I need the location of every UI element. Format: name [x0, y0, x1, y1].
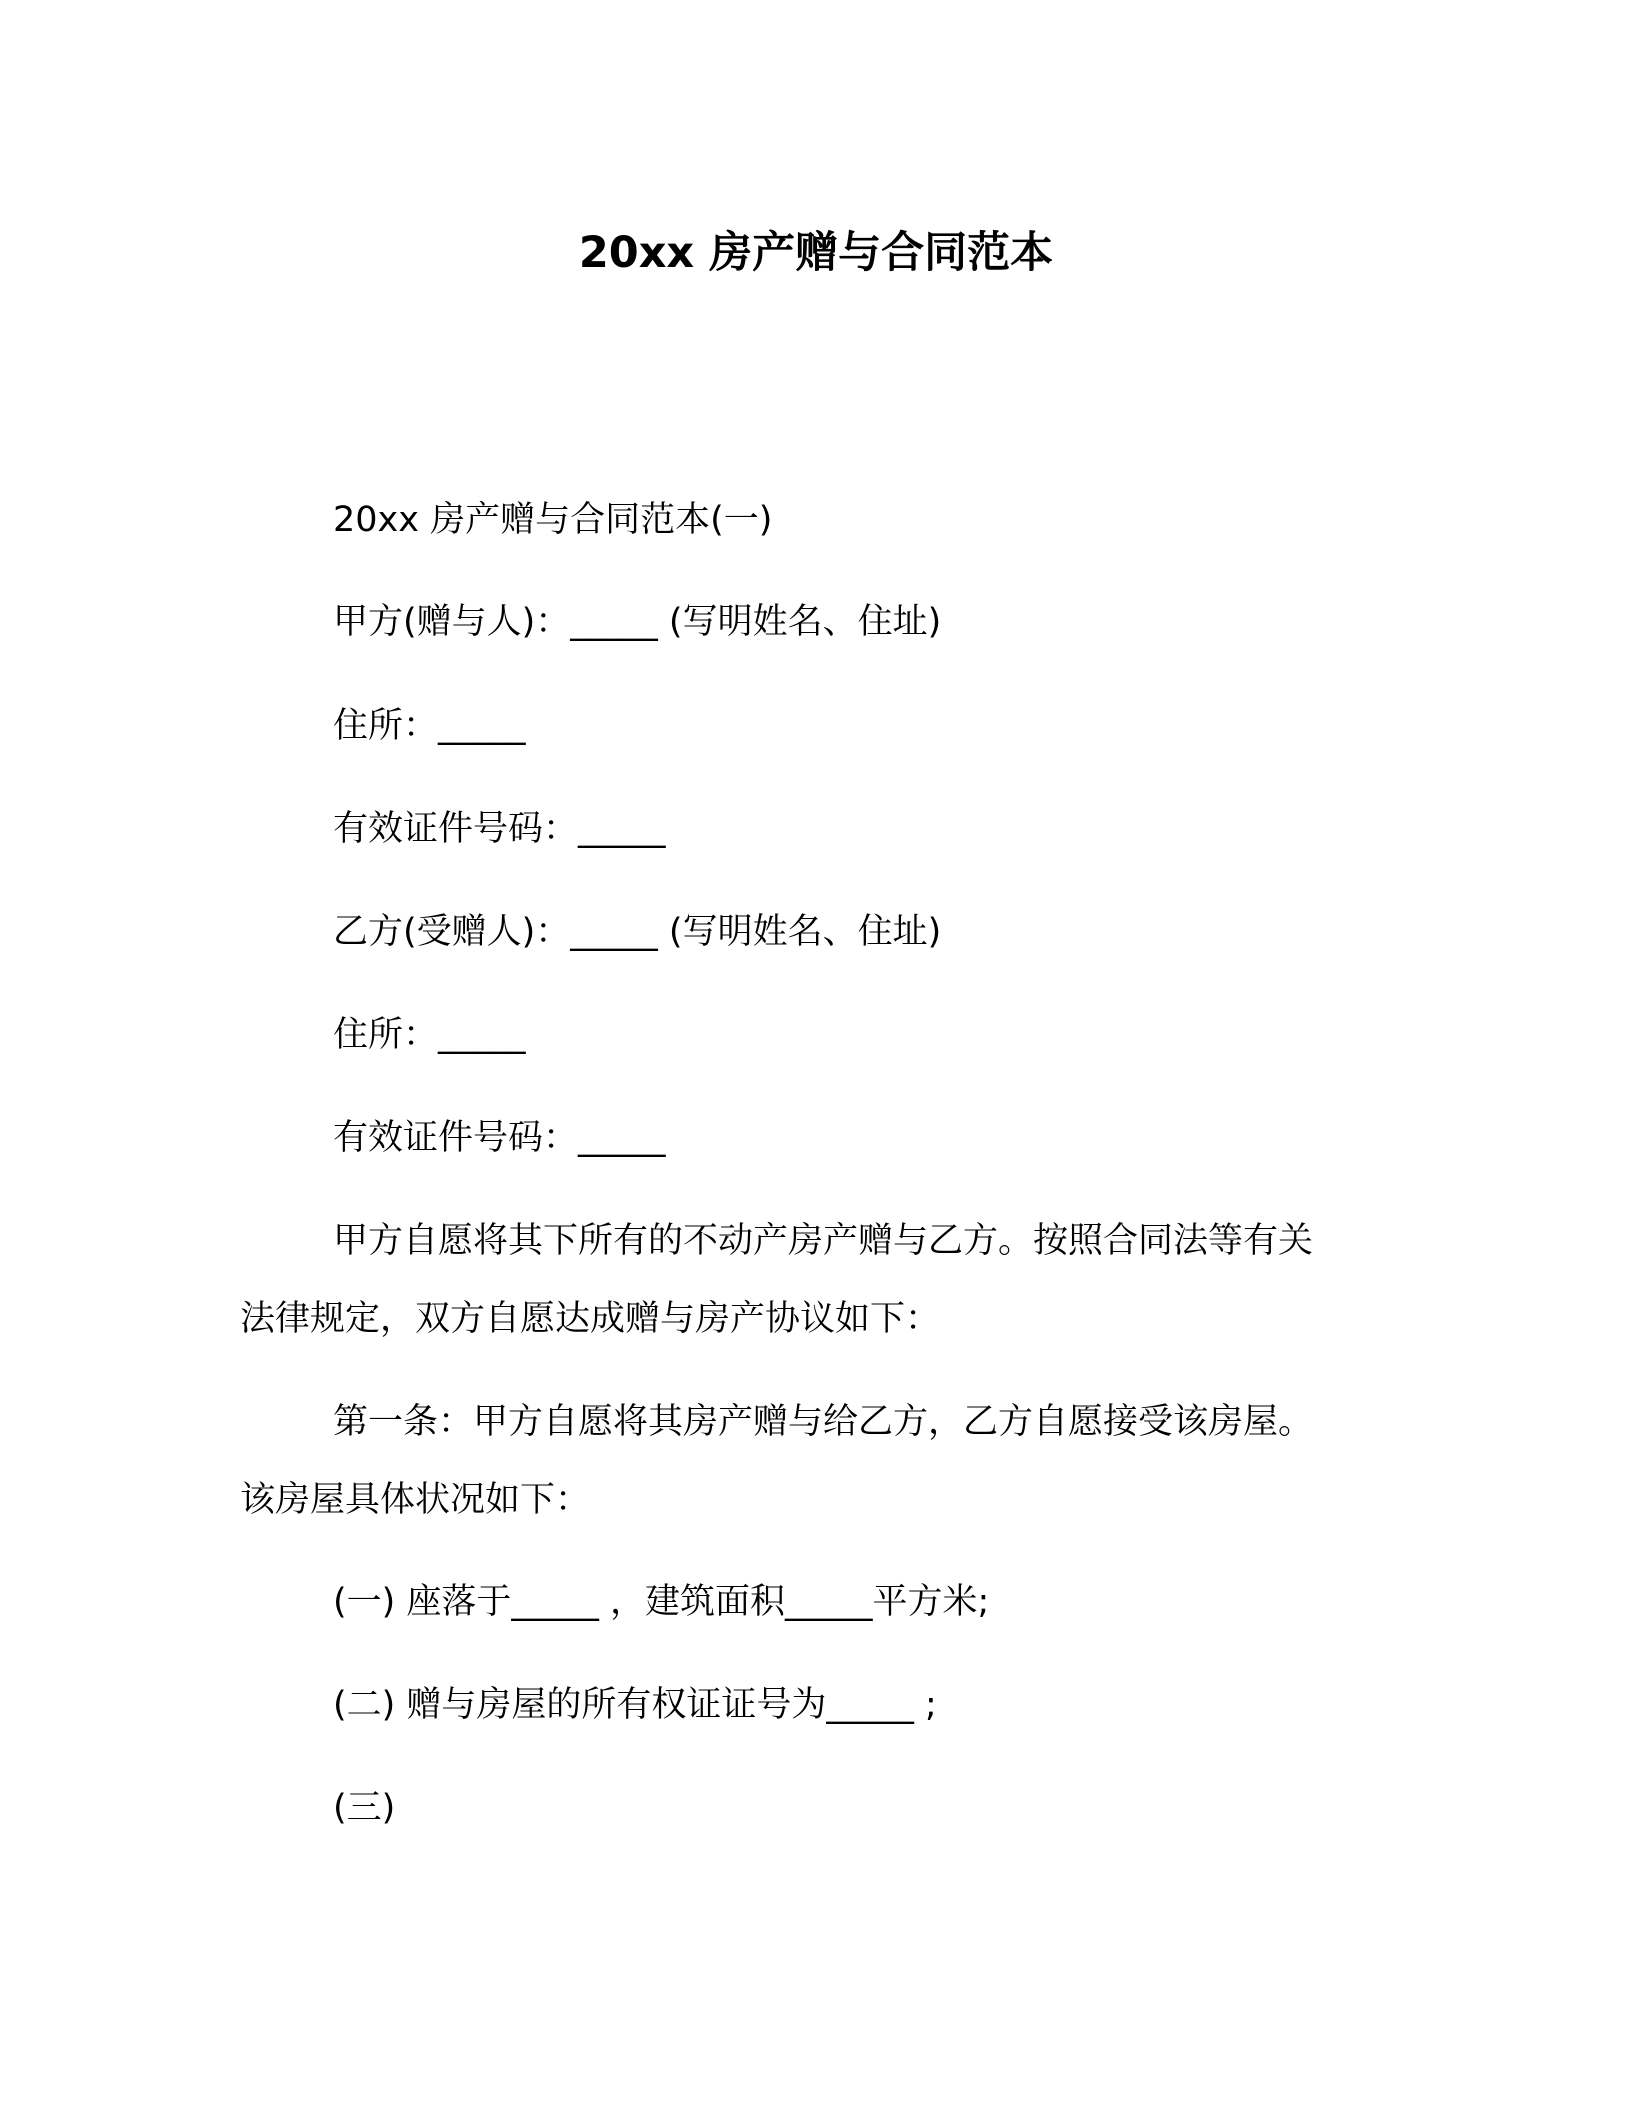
intro-paragraph-line-1: 甲方自愿将其下所有的不动产房产赠与乙方。按照合同法等有关 — [333, 1221, 1314, 1261]
party-b-id-number: 有效证件号码：_____ — [333, 1118, 666, 1158]
item-3: (三) — [333, 1788, 396, 1828]
party-a-residence: 住所：_____ — [333, 706, 526, 746]
contract-subtitle: 20xx 房产赠与合同范本(一) — [333, 500, 773, 540]
article-1-line-2: 该房屋具体状况如下： — [240, 1480, 591, 1520]
item-1: (一) 座落于_____ ，建筑面积_____平方米; — [333, 1582, 990, 1622]
party-a-line: 甲方(赠与人)：_____ (写明姓名、住址) — [333, 602, 942, 642]
article-1-line-1: 第一条：甲方自愿将其房产赠与给乙方，乙方自愿接受该房屋。 — [333, 1402, 1314, 1442]
party-b-line: 乙方(受赠人)：_____ (写明姓名、住址) — [333, 912, 942, 952]
item-2: (二) 赠与房屋的所有权证证号为_____ ; — [333, 1685, 937, 1725]
party-a-id-number: 有效证件号码：_____ — [333, 809, 666, 849]
party-b-residence: 住所：_____ — [333, 1015, 526, 1055]
document-title: 20xx 房产赠与合同范本 — [578, 228, 1054, 278]
intro-paragraph-line-2: 法律规定，双方自愿达成赠与房产协议如下： — [240, 1299, 941, 1339]
